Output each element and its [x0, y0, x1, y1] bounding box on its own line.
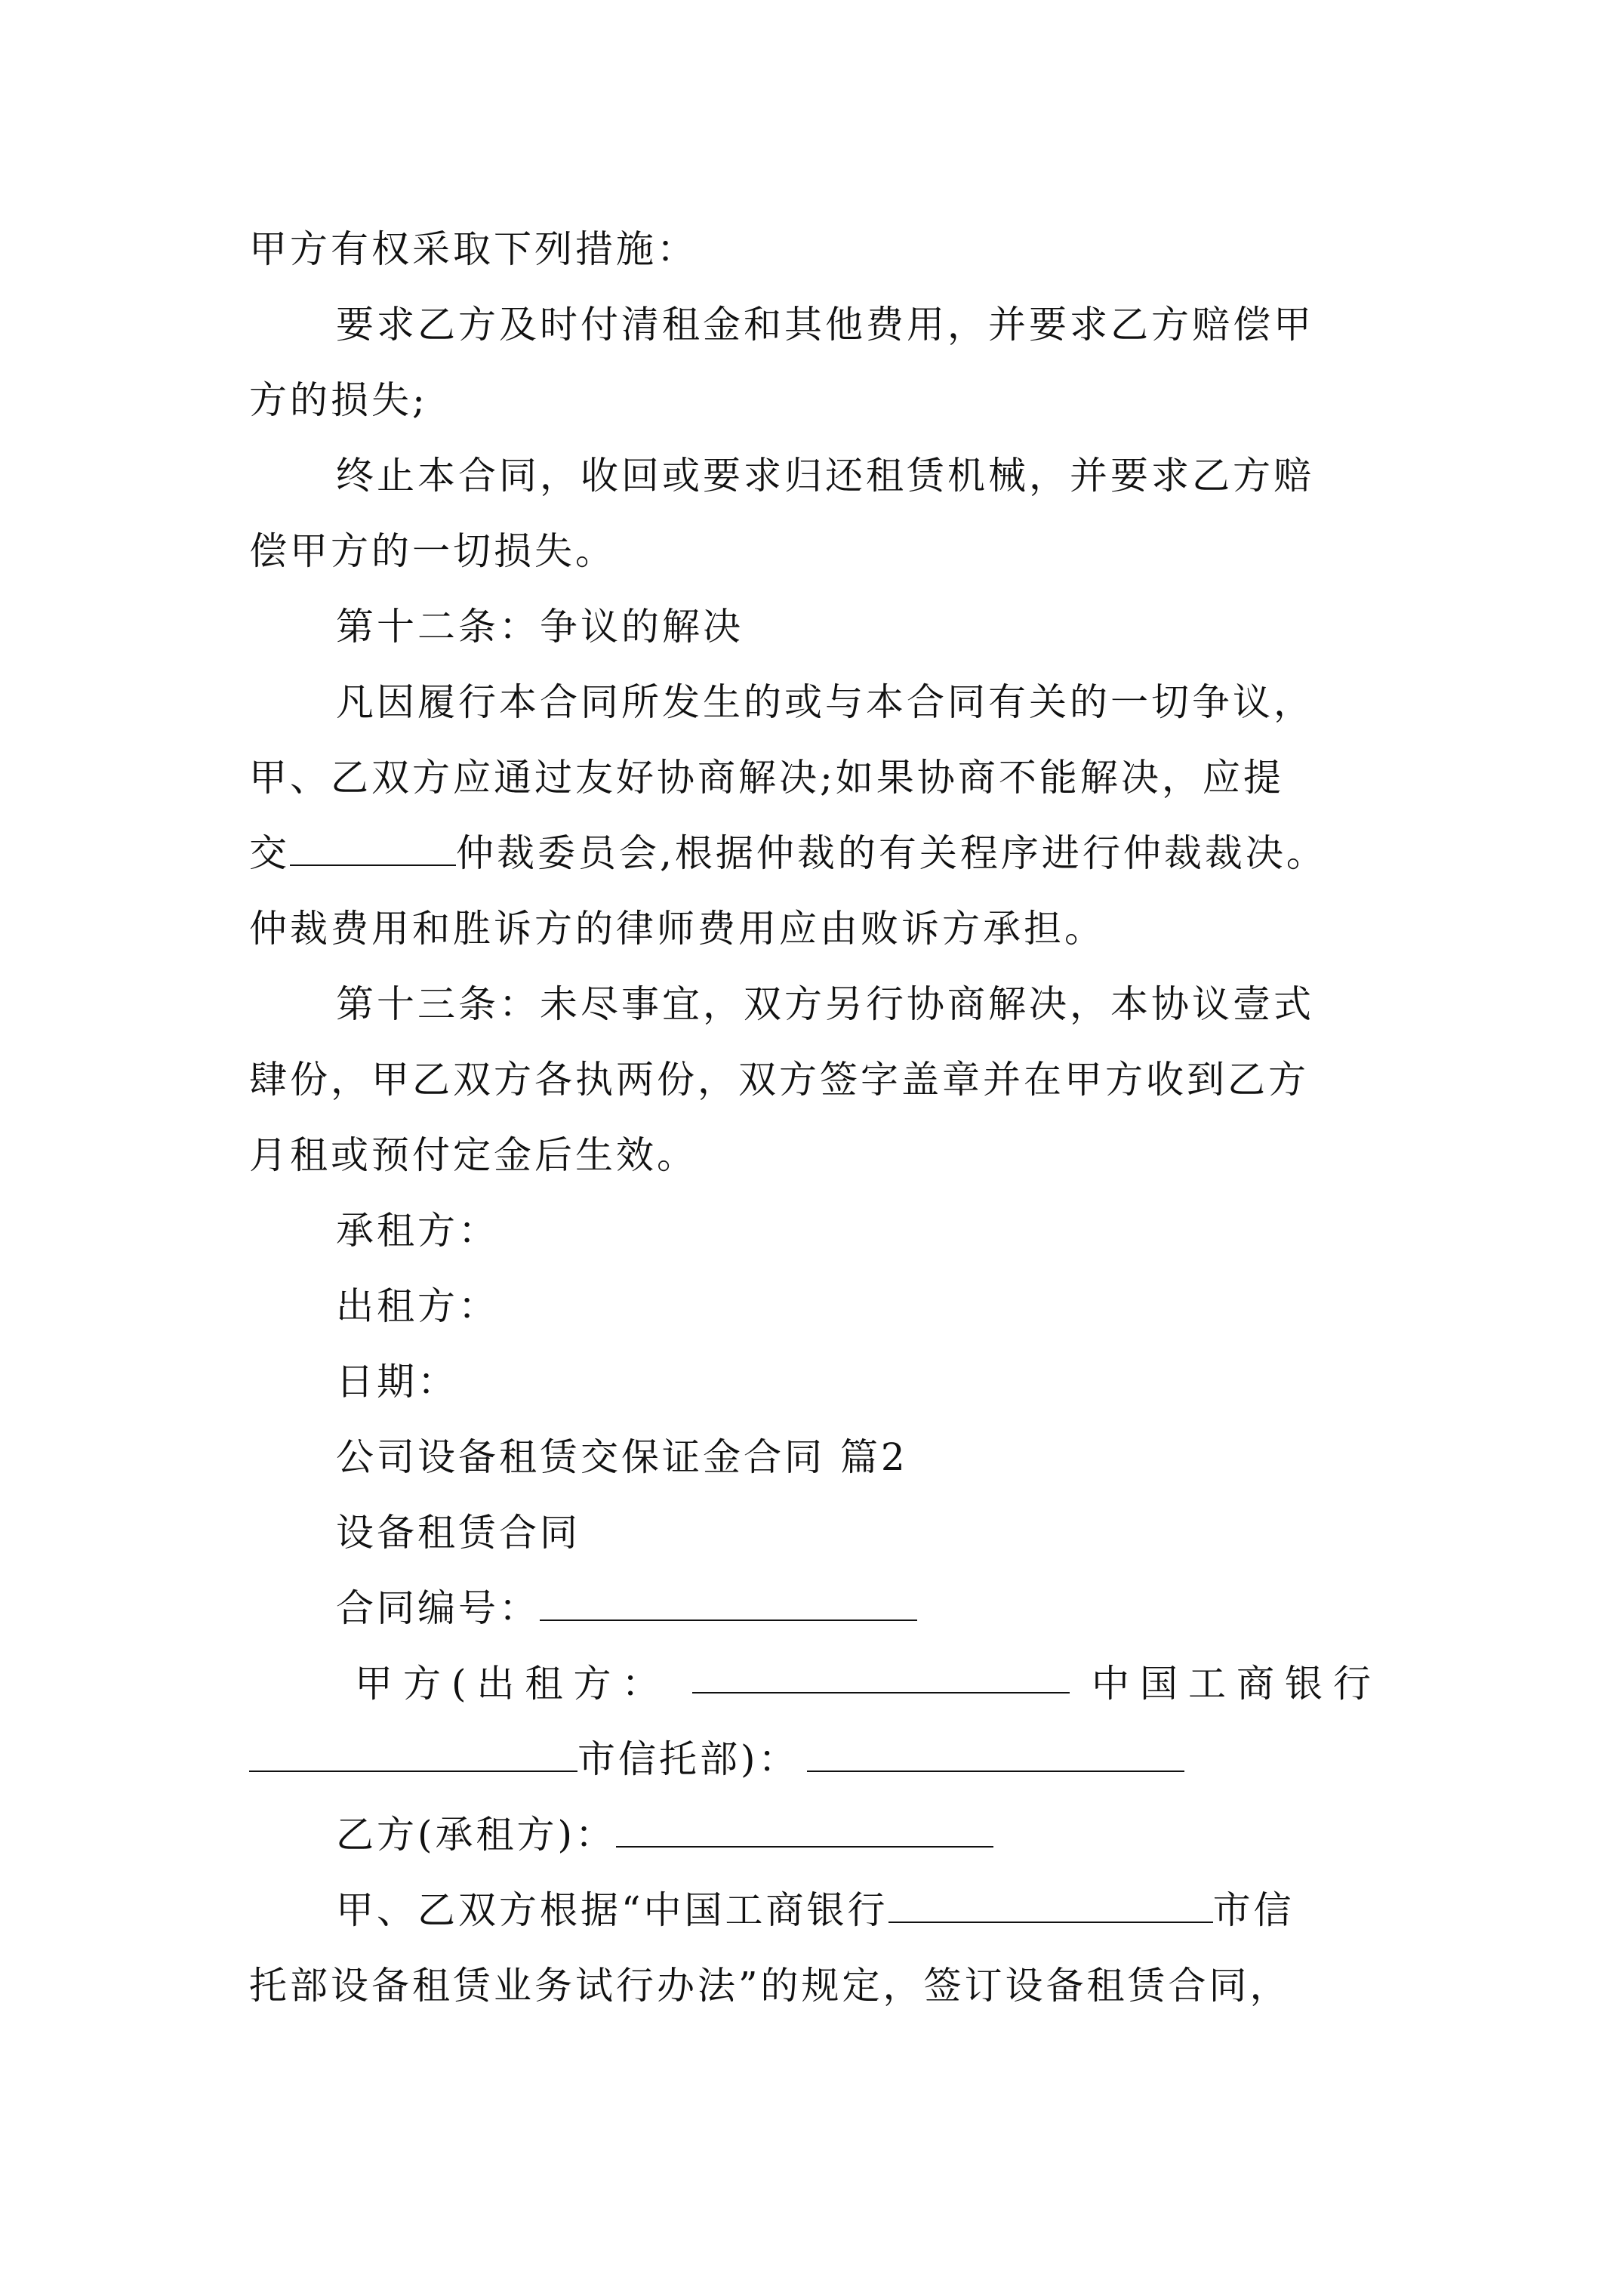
party-a-continuation — [249, 1733, 1184, 1786]
text-segment: 甲、乙双方根据“中国工商银行 — [336, 1888, 888, 1932]
paragraph-text-with-blank — [336, 1884, 1295, 1937]
paragraph-text: 肆份，甲乙双方各执两份，双方签字盖章并在甲方收到乙方 — [249, 1058, 1309, 1102]
party-b-label: 乙方(承租方)： — [336, 1813, 617, 1857]
contract-title: 设备租赁合同 — [336, 1511, 581, 1555]
paragraph-text: 托部设备租赁业务试行办法”的规定，签订设备租赁合同， — [249, 1964, 1291, 2008]
paragraph-text: 凡因履行本合同所发生的或与本合同有关的一切争议， — [336, 680, 1314, 724]
text-segment: 仲裁委员会,根据仲裁的有关程序进行仲裁裁决。 — [456, 831, 1327, 875]
contract-number-line — [336, 1582, 917, 1635]
text-segment: 交 — [249, 831, 290, 875]
paragraph-text: 偿甲方的一切损失。 — [249, 529, 616, 573]
fill-in-blank — [249, 1736, 577, 1772]
paragraph-text: 甲、乙双方应通过友好协商解决;如果协商不能解决，应提 — [249, 756, 1284, 800]
party-a-label: 甲方(出租方： — [355, 1662, 670, 1706]
date-label: 日期： — [336, 1360, 458, 1404]
paragraph-text: 甲方有权采取下列措施： — [249, 227, 698, 271]
paragraph-text: 方的损失; — [249, 378, 428, 422]
party-a-line — [355, 1657, 1381, 1710]
section-title: 公司设备租赁交保证金合同 篇2 — [336, 1435, 908, 1479]
lessee-signature-label: 承租方： — [336, 1209, 499, 1253]
paragraph-text: 仲裁费用和胜诉方的律师费用应由败诉方承担。 — [249, 907, 1105, 951]
lessor-signature-label: 出租方： — [336, 1284, 499, 1328]
fill-in-blank — [616, 1811, 993, 1848]
paragraph-text: 第十三条：未尽事宜，双方另行协商解决，本协议壹式 — [336, 982, 1314, 1026]
fill-in-blank — [692, 1657, 1070, 1693]
party-b-line — [336, 1808, 993, 1861]
text-segment: 市信 — [1212, 1888, 1295, 1932]
paragraph-text: 要求乙方及时付清租金和其他费用，并要求乙方赔偿甲 — [336, 303, 1314, 347]
text-segment: 中国工商银行 — [1091, 1662, 1381, 1706]
fill-in-blank — [540, 1585, 917, 1621]
contract-number-label: 合同编号： — [336, 1586, 540, 1630]
text-segment: 市信托部)： — [577, 1737, 799, 1781]
fill-in-blank — [888, 1887, 1213, 1923]
paragraph-text: 终止本合同，收回或要求归还租赁机械，并要求乙方赔 — [336, 454, 1314, 498]
fill-in-blank — [290, 830, 456, 866]
article-heading: 第十二条：争议的解决 — [336, 605, 744, 649]
fill-in-blank — [807, 1736, 1184, 1772]
paragraph-text: 月租或预付定金后生效。 — [249, 1133, 698, 1177]
paragraph-text-with-blank — [249, 827, 1327, 880]
